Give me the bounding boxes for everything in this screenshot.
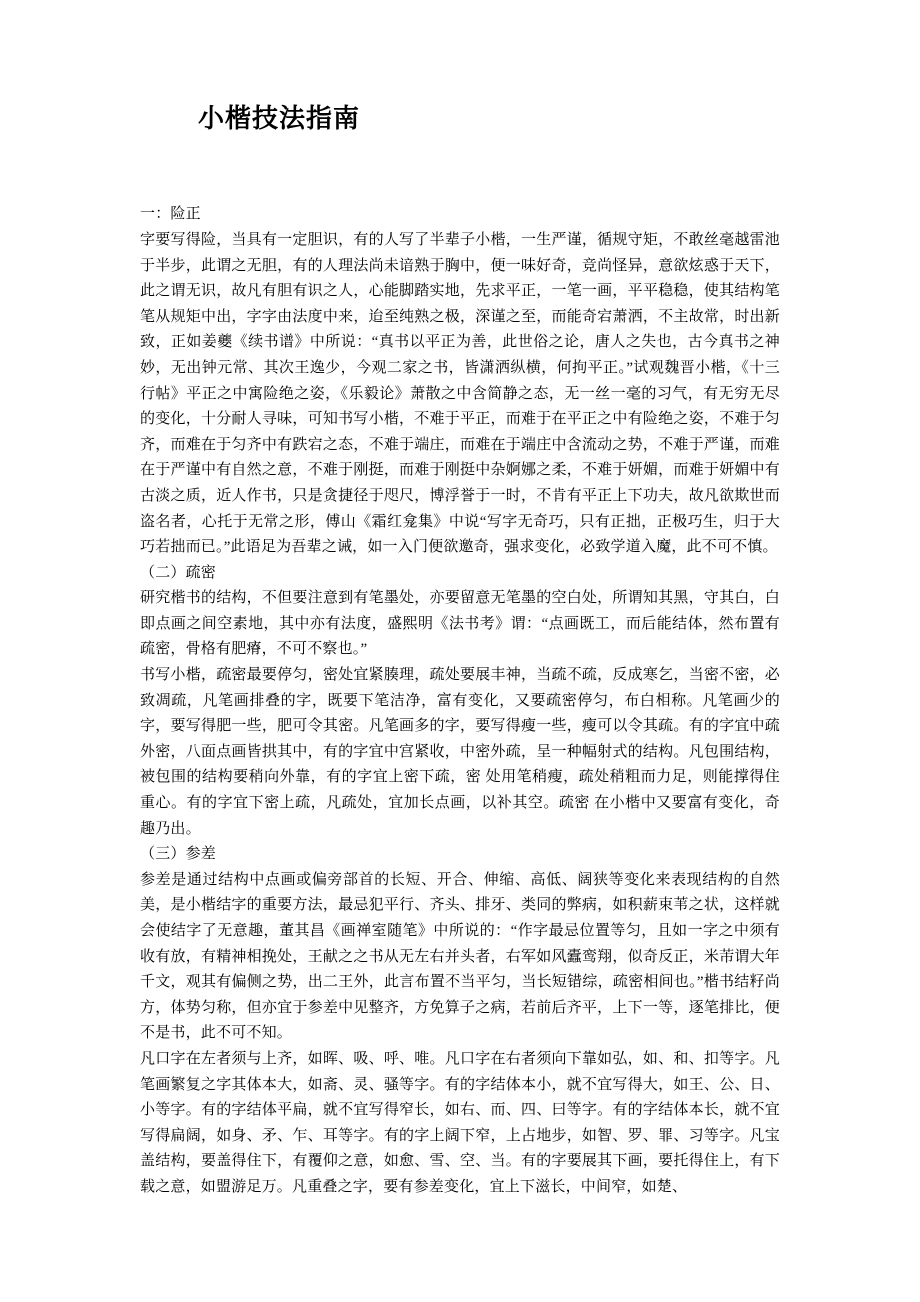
body-paragraph: 字要写得险，当具有一定胆识，有的人写了半辈子小楷，一生严谨，循规守矩，不敢丝毫越雷池于半步，此谓之无胆，有的人理法尚未谙熟于胸中，便一味好奇，竞尚怪异，意欲炫惑于天下，此之谓无识，故凡有胆有识之人，心能脚踏实地，先求平正，一笔一画，平平稳稳，使其结构笔笔从规矩中出，字字由法度中来，迨至纯熟之极，深谨之至，而能奇宕萧洒，不主故常，时出新致，正如姜夔《续书谱》中所说：“真书以平正为善，此世俗之论，唐人之失也，古今真书之神妙，无出钟元常、其次王逸少，今观二家之书，皆潇洒纵横，何拘平正。”试观魏晋小楷，《十三行帖》平正之中寓险绝之姿，《乐毅论》萧散之中含简静之态，无一丝一毫的习气，有无穷无尽的变化，十分耐人寻味，可知书写小楷，不难于平正，而难于在平正之中有险绝之姿，不难于匀齐，而难在于匀齐中有跌宕之态，不难于端庄，而难在于端庄中含流动之势，不难于严谨，而难在于严谨中有自然之意，不难于刚挺，而难于刚挺中杂婀娜之柔，不难于妍媚，而难于妍媚中有古淡之质，近人作书，只是贪捷径于咫尺，博浮誉于一时，不肯有平正上下功夫，故凡欲欺世而盗名者，心托于无常之形，傅山《霜红龛集》中说“写字无奇巧，只有正拙，正极巧生，归于大巧若拙而已。”此语足为吾辈之诫，如一入门便欲邀奇，强求变化，必致学道入魔，此不可不慎。 [140,231,780,556]
body-paragraph: 凡口字在左者须与上齐，如晖、吸、呼、唯。凡口字在右者须向下靠如弘，如、和、扣等字。凡笔画繁复之字其体本大，如斋、灵、骚等字。有的字结体本小，就不宜写得大，如王、公、日、小等字。有的字结体平扁，就不宜写得窄长，如右、而、四、曰等字。有的字结体本长，就不宜写得扁阔，如身、矛、乍、耳等字。有的字上阔下窄，上占地步，如智、罗、罪、习等字。凡宝盖结构，要盖得住下，有覆仰之意，如愈、雪、空、当。有的字要展其下画，要托得住上，有下载之意，如盟游足万。凡重叠之字，要有参差变化，宜上下滋长，中间窄，如楚、 [140,1050,780,1195]
section-heading: （三）参差 [140,846,217,863]
section-heading: 一：险正 [140,206,201,223]
body-paragraph: 研究楷书的结构，不但要注意到有笔墨处，亦要留意无笔墨的空白处，所谓知其黑，守其白，白即点画之间空素地，其中亦有法度，盛熙明《法书考》谓：“点画既工，而后能结体，然布置有疏密，骨格有肥瘠，不可不察也。” [140,590,780,658]
document-content [140,100,780,1201]
page-title: 小楷技法指南 [198,103,361,133]
body-paragraph: 书写小楷，疏密最要停匀，密处宜紧腠理，疏处要展丰神，当疏不疏，反成寒乞，当密不密，必致凋疏，凡笔画排叠的字，既要下笔洁净，富有变化，又要疏密停匀，布白相称。凡笔画少的字，要写得肥一些，肥可令其密。凡笔画多的字，要写得瘦一些，瘦可以令其疏。有的字宜中疏外密，八面点画皆拱其中，有的字宜中宫紧收，中密外疏，呈一种幅射式的结构。凡包围结构，被包围的结构要稍向外靠，有的字宜上密下疏，密 处用笔稍瘦，疏处稍粗而力足，则能撑得住重心。有的字宜下密上疏，凡疏处，宜加长点画，以补其空。疏密 在小楷中又要富有变化，奇趣乃出。 [140,667,780,837]
body-paragraph: 参差是通过结构中点画或偏旁部首的长短、开合、伸缩、高低、阔狭等变化来表现结构的自然美，是小楷结字的重要方法，最忌犯平行、齐头、排牙、类同的弊病，如积薪束苇之状，这样就会使结字了无意趣，董其昌《画禅室随笔》中所说的：“作字最忌位置等匀，且如一字之中须有收有放，有精神相挽处，王献之之书从无左右并头者，右军如风蠹鸾翔，似奇反正，米芾谓大年千文，观其有偏侧之势，出二王外，此言布置不当平匀，当长短错综，疏密相间也。”楷书结籽尚方，体势匀称，但亦宜于参差中见整齐，方免算子之病，若前后齐平，上下一等，逐笔排比，便不是书，此不可不知。 [140,871,780,1042]
section-heading: （二）疏密 [140,564,217,581]
document-body [140,202,780,1200]
